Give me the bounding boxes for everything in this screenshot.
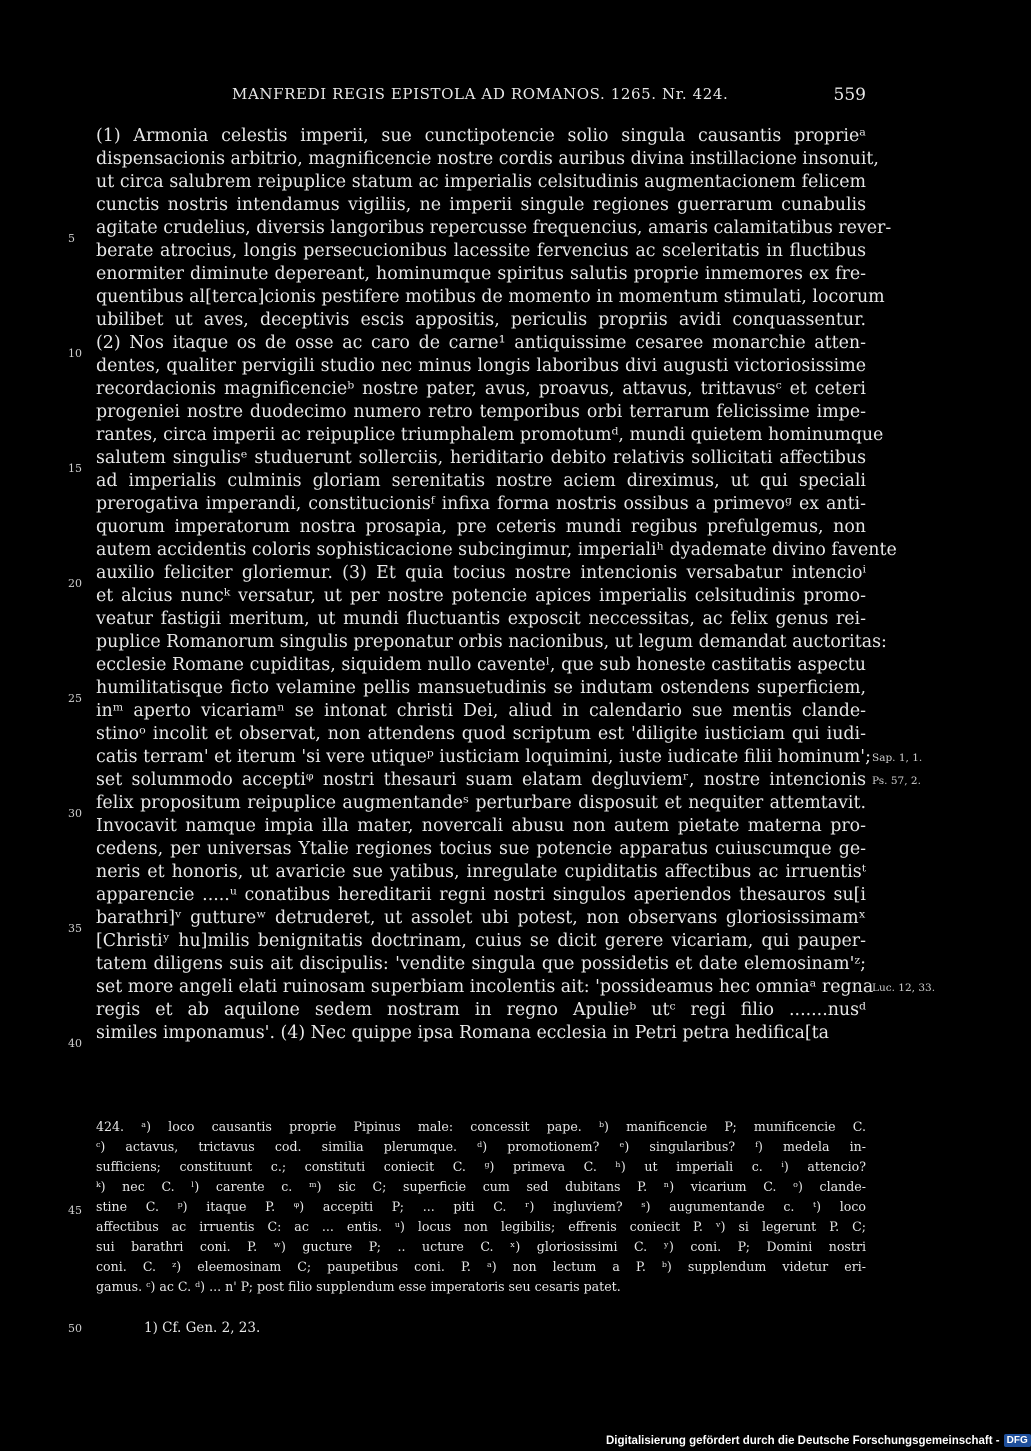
line-number: 5 bbox=[68, 232, 75, 245]
dfg-logo-icon: DFG bbox=[1004, 1434, 1031, 1447]
note-line: gamus. ᶜ) ac C. ᵈ) ... n' P; post filio supplendum esse imperatoris seu cesaris patet. bbox=[96, 1279, 621, 1294]
text-line: Invocavit namque impia illa mater, novercali abusu non autem pietate materna pro- bbox=[96, 816, 866, 836]
text-line: prerogativa imperandi, constitucionisᶠ infixa forma nostris ossibus a primevoᵍ ex anti- bbox=[96, 494, 866, 514]
note-line: ᶜ) actavus, trictavus cod. similia plerumque. ᵈ) promotionem? ᵉ) singularibus? ᶠ) medela in- bbox=[96, 1139, 866, 1154]
note-line: sui barathri coni. P. ʷ) gucture P; .. ucture C. ˣ) gloriosissimi C. ʸ) coni. P; Domini nostri bbox=[96, 1239, 866, 1254]
text-line: tatem diligens suis ait discipulis: 'vendite singula que possidetis et date elemosinam'ᶻ; bbox=[96, 954, 866, 974]
margin-ref: Ps. 57, 2. bbox=[872, 775, 921, 787]
text-line: cunctis nostris intendamus vigiliis, ne imperii singule regiones guerrarum cunabulis bbox=[96, 195, 866, 215]
text-line: rantes, circa imperii ac reipuplice triumphalem promotumᵈ, mundi quietem hominumque bbox=[96, 425, 884, 445]
text-line: recordacionis magnificencieᵇ nostre pater, avus, proavus, attavus, trittavusᶜ et ceteri bbox=[96, 379, 866, 399]
note-line: sufficiens; constituunt c.; constituti coniecit C. ᵍ) primeva C. ʰ) ut imperiali c. ⁱ) attencio? bbox=[96, 1159, 866, 1174]
text-line: similes imponamus'. (4) Nec quippe ipsa Romana ecclesia in Petri petra hedifica[ta bbox=[96, 1023, 830, 1043]
text-line: dentes, qualiter pervigili studio nec minus longis laboribus divi augusti victoriosissime bbox=[96, 356, 866, 376]
text-line: (2) Nos itaque os de osse ac caro de carne¹ antiquissime cesaree monarchie atten- bbox=[96, 333, 866, 353]
text-line: auxilio feliciter gloriemur. (3) Et quia tocius nostre intencionis versabatur intencioⁱ bbox=[96, 563, 866, 583]
text-line: (1) Armonia celestis imperii, sue cunctipotencie solio singula causantis proprieᵃ bbox=[96, 126, 866, 146]
line-number: 40 bbox=[68, 1037, 82, 1050]
margin-ref: Luc. 12, 33. bbox=[872, 982, 936, 994]
text-line: puplice Romanorum singulis preponatur orbis nacionibus, ut legum demandat auctoritas: bbox=[96, 632, 887, 652]
text-line: berate atrocius, longis persecucionibus lacessite fervencius ac sceleritatis in fluctibus bbox=[96, 241, 866, 261]
line-number: 15 bbox=[68, 462, 82, 475]
text-line: ad imperialis culminis gloriam serenitatis nostre aciem direximus, ut qui speciali bbox=[96, 471, 866, 491]
running-header bbox=[96, 85, 866, 109]
text-line: set more angeli elati ruinosam superbiam incolentis ait: 'possideamus hec omniaᵃ regna bbox=[96, 977, 874, 997]
page-number: 559 bbox=[833, 85, 866, 105]
note-line-number: 45 bbox=[68, 1204, 82, 1217]
text-line: salutem singulisᵉ studuerunt sollerciis, heriditario debito relativis sollicitati affectibus bbox=[96, 448, 866, 468]
note-line: affectibus ac irruentis C: ac ... entis. ᵘ) locus non legibilis; effrenis coniecit P. ᵛ) si legerunt P. C; bbox=[96, 1219, 866, 1234]
note-line: ᵏ) nec C. ˡ) carente c. ᵐ) sic C; superficie cum sed dubitans P. ⁿ) vicarium C. ᵒ) clande- bbox=[96, 1179, 866, 1194]
text-line: regis et ab aquilone sedem nostram in regno Apulieᵇ utᶜ regi filio .......nusᵈ bbox=[96, 1000, 866, 1020]
note-line: 424. ᵃ) loco causantis proprie Pipinus male: concessit pape. ᵇ) manificencie P; munificencie C. bbox=[96, 1119, 866, 1134]
footnote: 1) Cf. Gen. 2, 23. bbox=[144, 1320, 261, 1336]
line-number: 25 bbox=[68, 692, 82, 705]
text-line: stinoᵒ incolit et observat, non attendens quod scriptum est 'diligite iusticiam qui iudi- bbox=[96, 724, 866, 744]
note-line: stine C. ᵖ) itaque P. ᵠ) accepiti P; ... piti C. ʳ) ingluviem? ˢ) augumentande c. ᵗ) loco bbox=[96, 1199, 866, 1214]
text-line: dispensacionis arbitrio, magnificencie nostre cordis auribus divina instillacione insonuit, bbox=[96, 149, 879, 169]
text-line: barathri]ᵛ guttureʷ detruderet, ut assolet ubi potest, non observans gloriosissimamˣ bbox=[96, 908, 866, 928]
text-line: inᵐ aperto vicariamⁿ se intonat christi Dei, aliud in calendario sue mentis clande- bbox=[96, 701, 866, 721]
line-number: 30 bbox=[68, 807, 82, 820]
line-number: 20 bbox=[68, 577, 82, 590]
note-line-number: 50 bbox=[68, 1322, 82, 1335]
text-line: apparencie .....ᵘ conatibus hereditarii regni nostri singulos aperiendos thesauros su[i bbox=[96, 885, 866, 905]
text-line: ut circa salubrem reipuplice statum ac imperialis celsitudinis augmentacionem felicem bbox=[96, 172, 866, 192]
text-line: et alcius nuncᵏ versatur, ut per nostre potencie apices imperialis celsitudinis promo- bbox=[96, 586, 866, 606]
text-line: cedens, per universas Ytalie regiones tocius sue potencie apparatus cuiuscumque ge- bbox=[96, 839, 866, 859]
text-line: felix propositum reipuplice augmentandeˢ perturbare disposuit et nequiter attemtavit. bbox=[96, 793, 866, 813]
text-line: [Christiʸ hu]milis benignitatis doctrinam, cuius se dicit gerere vicariam, qui pauper- bbox=[96, 931, 866, 951]
banner-text: Digitalisierung gefördert durch die Deutsche Forschungsgemeinschaft - bbox=[606, 1434, 1000, 1447]
text-line: neris et honoris, ut avaricie sue yatibus, inregulate cupiditatis affectibus ac irruentisᵗ bbox=[96, 862, 866, 882]
text-line: autem accidentis coloris sophisticacione subcingimur, imperialiʰ dyademate divino favente bbox=[96, 540, 897, 560]
text-line: humilitatisque ficto velamine pellis mansuetudinis se indutam ostendens superficiem, bbox=[96, 678, 866, 698]
text-line: ubilibet ut aves, deceptivis escis appositis, periculis propriis avidi conquassentur. bbox=[96, 310, 866, 330]
note-line: coni. C. ᶻ) eleemosinam C; paupetibus coni. P. ᵃ) non lectum a P. ᵇ) supplendum videtur eri- bbox=[96, 1259, 866, 1274]
text-line: agitate crudelius, diversis langoribus repercusse frequencius, amaris calamitatibus rever- bbox=[96, 218, 892, 238]
text-line: enormiter diminute depereant, hominumque spiritus salutis proprie inmemores ex fre- bbox=[96, 264, 866, 284]
line-number: 35 bbox=[68, 922, 82, 935]
text-line: set solummodo acceptiᵠ nostri thesauri suam elatam degluviemʳ, nostre intencionis bbox=[96, 770, 866, 790]
line-number: 10 bbox=[68, 347, 82, 360]
text-line: quorum imperatorum nostra prosapia, pre ceteris mundi regibus prefulgemus, non bbox=[96, 517, 866, 537]
digitization-banner bbox=[606, 1432, 1031, 1449]
text-line: quentibus al[terca]cionis pestifere motibus de momento in momentum stimulati, locorum bbox=[96, 287, 885, 307]
margin-ref: Sap. 1, 1. bbox=[872, 752, 923, 764]
text-line: veatur fastigii meritum, ut mundi fluctuantis exposcit neccessitas, ac felix genus rei- bbox=[96, 609, 866, 629]
text-line: ecclesie Romane cupiditas, siquidem nullo caventeˡ, que sub honeste castitatis aspectu bbox=[96, 655, 866, 675]
text-line: catis terram' et iterum 'si vere utiqueᵖ iusticiam loquimini, iuste iudicate filii hominum'; bbox=[96, 747, 871, 767]
header-title: MANFREDI REGIS EPISTOLA AD ROMANOS. 1265. Nr. 424. bbox=[232, 85, 729, 103]
text-line: progeniei nostre duodecimo numero retro temporibus orbi terrarum felicissime impe- bbox=[96, 402, 866, 422]
